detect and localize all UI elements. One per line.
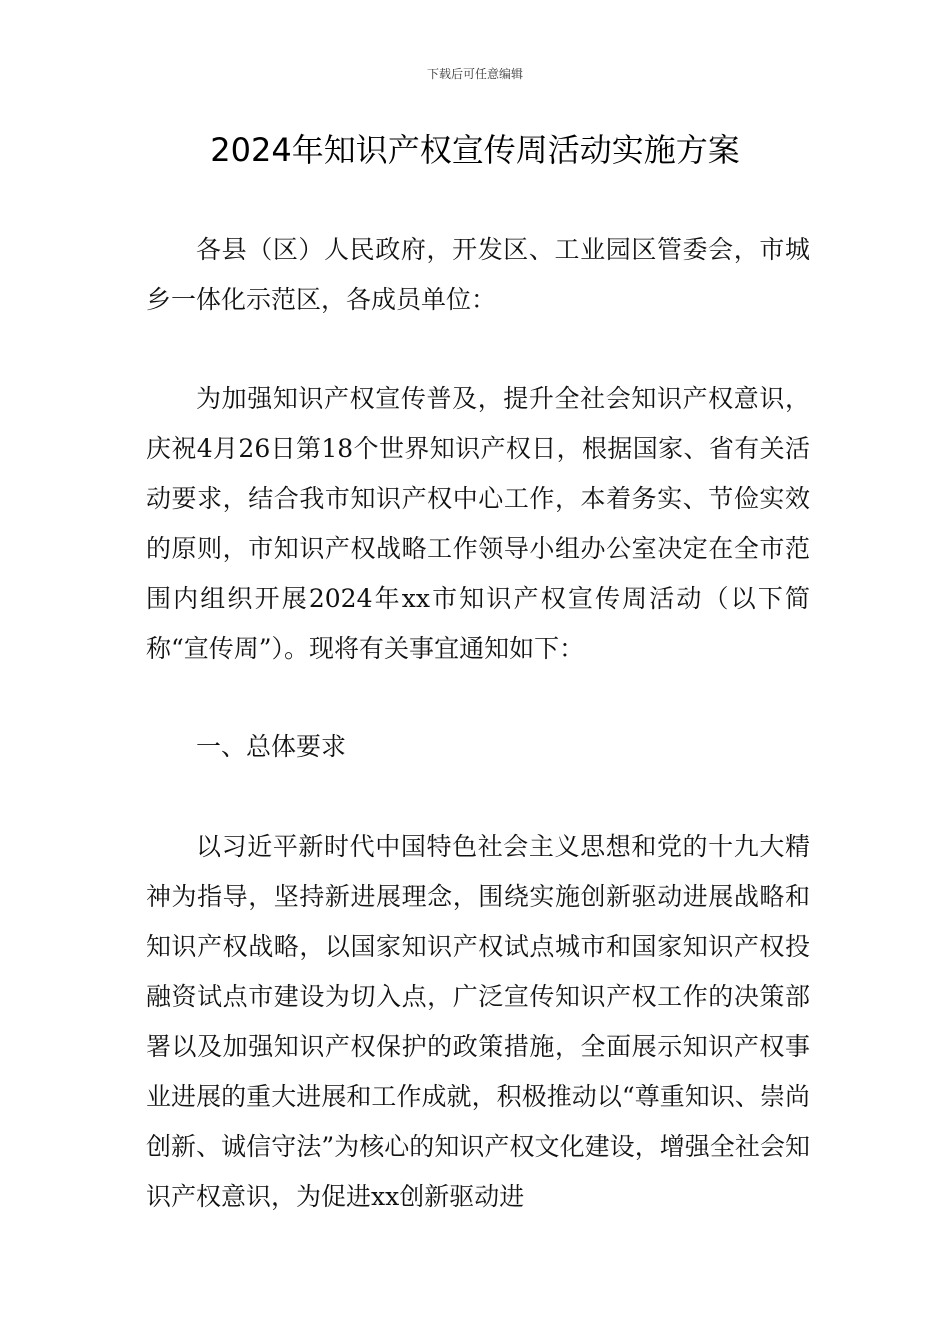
salutation-paragraph: 各县（区）人民政府，开发区、工业园区管委会，市城乡一体化示范区，各成员单位： (146, 235, 810, 314)
intro-paragraph: 为加强知识产权宣传普及，提升全社会知识产权意识，庆祝4月26日第18个世界知识产权日，根据国家、省有关活动要求，结合我市知识产权中心工作，本着务实、节俭实效的原则，市知识产权战略工作领导小组办公室决定在全市范围内组织开展2024年xx市知识产权宣传周活动（以下简称“宣传周”）。现将有关事宜通知如下： (146, 384, 810, 663)
section-body-paragraph: 以习近平新时代中国特色社会主义思想和党的十九大精神为指导，坚持新进展理念，围绕实施创新驱动进展战略和知识产权战略，以国家知识产权试点城市和国家知识产权投融资试点市建设为切入点，广泛宣传知识产权工作的决策部署以及加强知识产权保护的政策措施，全面展示知识产权事业进展的重大进展和工作成就，积极推动以“尊重知识、崇尚创新、诚信守法”为核心的知识产权文化建设，增强全社会知识产权意识，为促进xx创新驱动进 (146, 832, 810, 1211)
document-title: 2024年知识产权宣传周活动实施方案 (210, 131, 740, 169)
section-heading-overall-requirements: 一、总体要求 (196, 732, 347, 761)
header-note: 下载后可任意编辑 (426, 67, 523, 81)
